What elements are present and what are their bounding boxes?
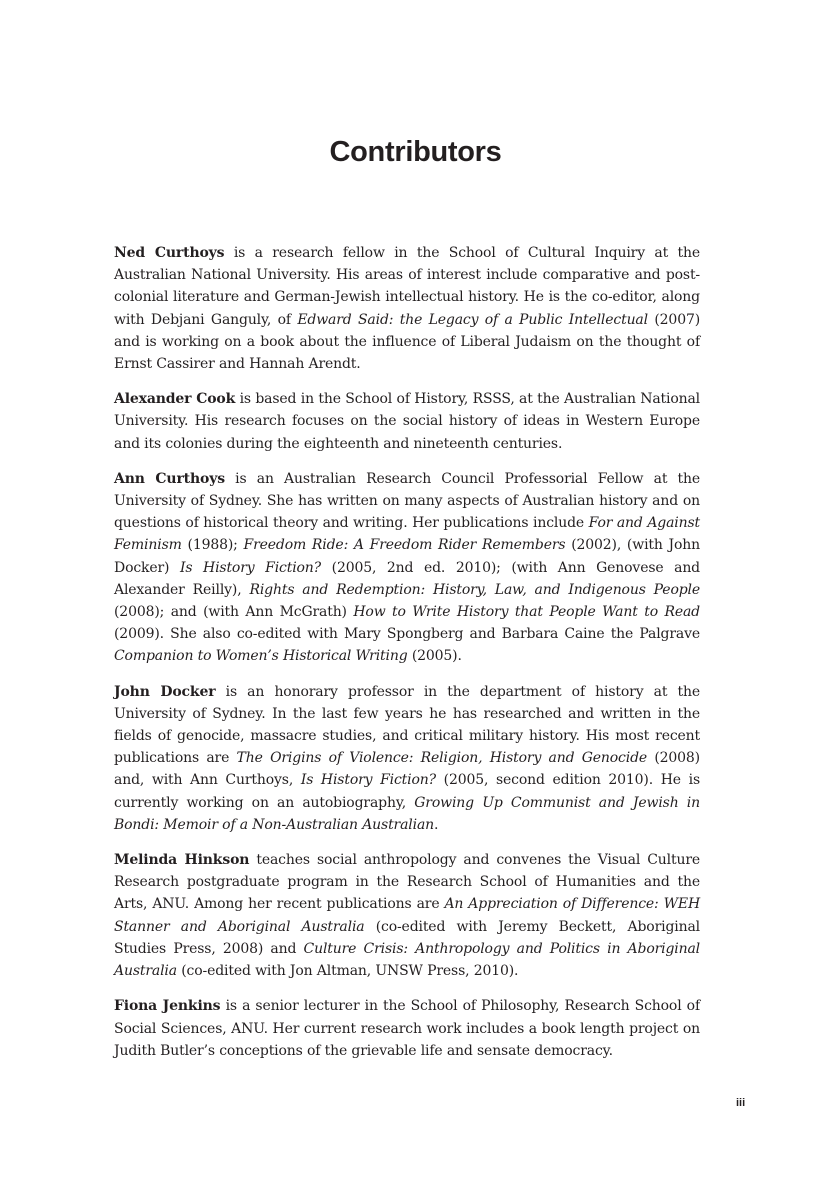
contributor-entry (114, 681, 700, 836)
contributor-name: Ned Curthoys (114, 245, 225, 261)
contributor-name: Alexander Cook (114, 391, 236, 408)
book-title: Is History Fiction? (300, 772, 436, 789)
bio-text: is an Australian Research Council Professorial Fellow at the University of Sydney. She has written on many aspects of Australian history and on questions of historical theory and writing. Her publications include (114, 470, 701, 532)
bio-text: is a senior lecturer in the School of Philosophy, Research School of Social Sciences, ANU. Her current research work includes a book length project on Judith Butler’s conceptions of the grievable life and sensate democracy. (114, 998, 700, 1059)
book-title: How to Write History that People Want to Read (353, 604, 700, 621)
contributors-list (114, 242, 700, 1075)
bio-text: teaches social anthropology and convenes the Visual Culture Research postgraduate program in the Research School of Humanities and the Arts, ANU. Among her recent publications are (114, 852, 701, 913)
contributor-name: Melinda Hinkson (114, 852, 250, 869)
book-title: Companion to Women’s Historical Writing (114, 648, 408, 665)
bio-text: (2007) and is working on a book about the influence of Liberal Judaism on the thought of Ernst Cassirer and Hannah Arendt. (114, 311, 701, 373)
book-title: Culture Crisis: Anthropology and Politics in Aboriginal Australia (114, 940, 700, 980)
bio-text: is an honorary professor in the department of history at the University of Sydney. In the last few years he has researched and written in the fields of genocide, massacre studies, and critical military history. His most recent publications are (114, 683, 701, 767)
contributor-entry (114, 849, 700, 982)
bio-text: is a research fellow in the School of Cultural Inquiry at the Australian National University. His areas of interest include comparative and post-colonial literature and German-Jewish intellectual history. He is the co-editor, along with Debjani Ganguly, of (114, 245, 700, 328)
bio-text: (2002), (with John Docker) (114, 537, 700, 576)
bio-text: . (434, 816, 439, 833)
contributor-name: Ann Curthoys (114, 470, 225, 487)
page-number: iii (736, 1097, 746, 1109)
book-title: An Appreciation of Difference: WEH Stanner and Aboriginal Australia (114, 896, 700, 935)
contributor-entry (114, 468, 700, 668)
bio-text: (2005, 2nd ed. 2010); (with Ann Genovese and Alexander Reilly), (114, 559, 700, 598)
bio-text: (1988); (181, 537, 244, 554)
contributor-entry (114, 242, 700, 375)
book-title: For and Against Feminism (114, 515, 700, 554)
bio-text: is based in the School of History, RSSS, at the Australian National University. His research focuses on the social history of ideas in Western Europe and its colonies during the eighteenth and nineteenth centuries. (114, 391, 700, 452)
contributor-entry (114, 388, 700, 455)
book-title: Edward Said: the Legacy of a Public Intellectual (297, 311, 648, 328)
book-title: Growing Up Communist and Jewish in Bondi: Memoir of a Non-Australian Australian (114, 794, 700, 833)
bio-text: (co-edited with Jon Altman, UNSW Press, 2010). (176, 963, 519, 980)
book-title: Freedom Ride: A Freedom Rider Remembers (243, 537, 566, 554)
book-title: The Origins of Violence: Religion, History and Genocide (236, 750, 648, 767)
bio-text: (2005, second edition 2010). He is currently working on an autobiography, (114, 772, 700, 811)
bio-text: (2008); and (with Ann McGrath) (114, 604, 354, 621)
book-title: Rights and Redemption: History, Law, and Indigenous People (249, 581, 700, 598)
bio-text: (2005). (407, 648, 462, 665)
contributor-name: John Docker (114, 683, 216, 700)
contributor-name: Fiona Jenkins (114, 998, 221, 1015)
page-title: Contributors (329, 136, 502, 168)
contributor-entry (114, 995, 700, 1062)
book-title: Is History Fiction? (180, 559, 322, 576)
bio-text: (2008) and, with Ann Curthoys, (114, 750, 700, 789)
bio-text: (2009). She also co-edited with Mary Spongberg and Barbara Caine the Palgrave (114, 626, 700, 643)
bio-text: (co-edited with Jeremy Beckett, Aboriginal Studies Press, 2008) and (114, 918, 700, 957)
